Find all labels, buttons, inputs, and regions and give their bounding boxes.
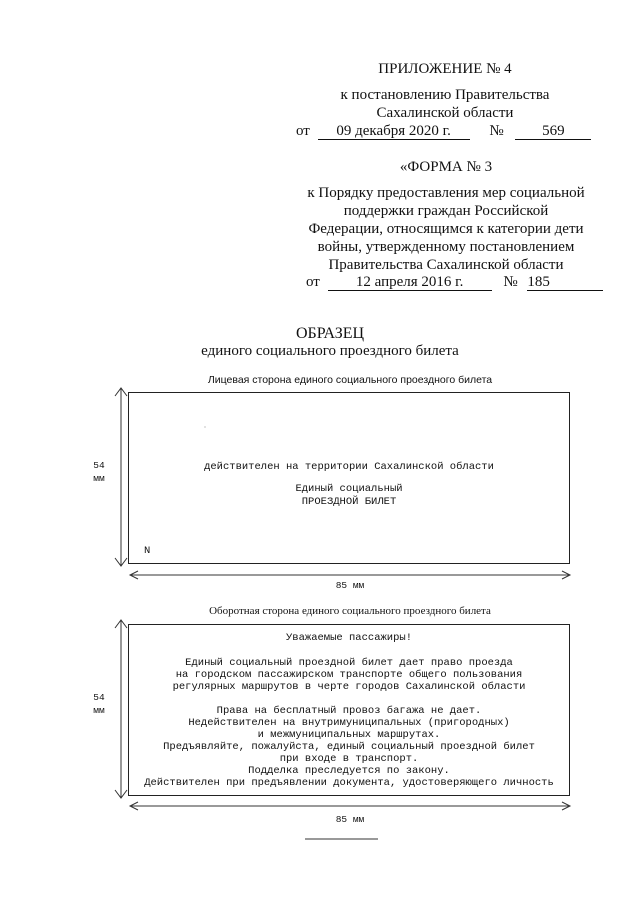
front-height-dimension-line — [115, 388, 127, 566]
back-para2-line-2: Недействителен на внутримуниципальных (пригородных) — [188, 717, 510, 729]
appendix-line-2: Сахалинской области — [376, 105, 514, 121]
back-para2-line-5: при входе в транспорт. — [279, 753, 419, 765]
front-width-dimension-line — [130, 571, 570, 579]
back-para2-line-7: Действителен при предъявлении документа, удостоверяющего личность — [144, 777, 554, 789]
scan-speck — [204, 426, 205, 427]
sample-subtitle: единого социального проездного билета — [201, 343, 459, 359]
back-width-dimension-line — [130, 802, 570, 810]
form-date: 12 апреля 2016 г. — [328, 275, 492, 291]
back-height-dimension-line — [115, 620, 127, 798]
back-width-label: 85 мм — [335, 814, 365, 825]
front-valid-text: действителен на территории Сахалинской области — [204, 461, 494, 473]
appendix-from-label: от — [296, 123, 310, 139]
appendix-line-1: к постановлению Правительства — [340, 87, 550, 103]
back-para2-line-3: и межмуниципальных маршрутах. — [257, 729, 441, 741]
form-line-2: поддержки граждан Российской — [343, 203, 549, 219]
back-para1-line-2: на городском пассажирском транспорте общего пользования — [175, 669, 523, 681]
front-ticket-line-2: ПРОЕЗДНОЙ БИЛЕТ — [301, 496, 397, 508]
appendix-title: ПРИЛОЖЕНИЕ № 4 — [378, 61, 512, 77]
back-caption: Оборотная сторона единого социального проездного билета — [209, 605, 491, 617]
form-from-label: от — [306, 274, 320, 290]
form-num-label: № — [503, 274, 518, 290]
form-line-4: войны, утвержденному постановлением — [317, 239, 575, 255]
front-ticket-line-1: Единый социальный — [295, 483, 403, 495]
back-height-unit: мм — [93, 705, 105, 716]
appendix-number: 569 — [515, 124, 591, 140]
form-line-1: к Порядку предоставления мер социальной — [307, 185, 585, 201]
form-line-3: Федерации, относящимся к категории дети — [308, 221, 584, 237]
form-title: «ФОРМА № 3 — [399, 159, 493, 175]
back-para2-line-1: Права на бесплатный провоз багажа не дает. — [216, 705, 482, 717]
appendix-num-label: № — [489, 123, 504, 139]
appendix-date: 09 декабря 2020 г. — [318, 124, 470, 140]
back-para2-line-4: Предъявляйте, пожалуйста, единый социальный проездной билет — [163, 741, 535, 753]
form-line-5: Правительства Сахалинской области — [328, 257, 564, 273]
front-caption: Лицевая сторона единого социального проездного билета — [207, 374, 493, 386]
back-greeting: Уважаемые пассажиры! — [285, 632, 413, 644]
front-height-unit: мм — [93, 473, 105, 484]
form-number: 185 — [527, 275, 603, 291]
back-para2-line-6: Подделка преследуется по закону. — [248, 765, 450, 777]
front-number-label: N — [144, 545, 151, 557]
back-para1-line-3: регулярных маршрутов в черте городов Сахалинской области — [172, 681, 526, 693]
back-height-value: 54 — [93, 692, 105, 703]
front-height-value: 54 — [93, 460, 105, 471]
sample-title: ОБРАЗЕЦ — [295, 325, 365, 342]
front-width-label: 85 мм — [335, 580, 365, 591]
back-para1-line-1: Единый социальный проездной билет дает право проезда — [185, 657, 513, 669]
